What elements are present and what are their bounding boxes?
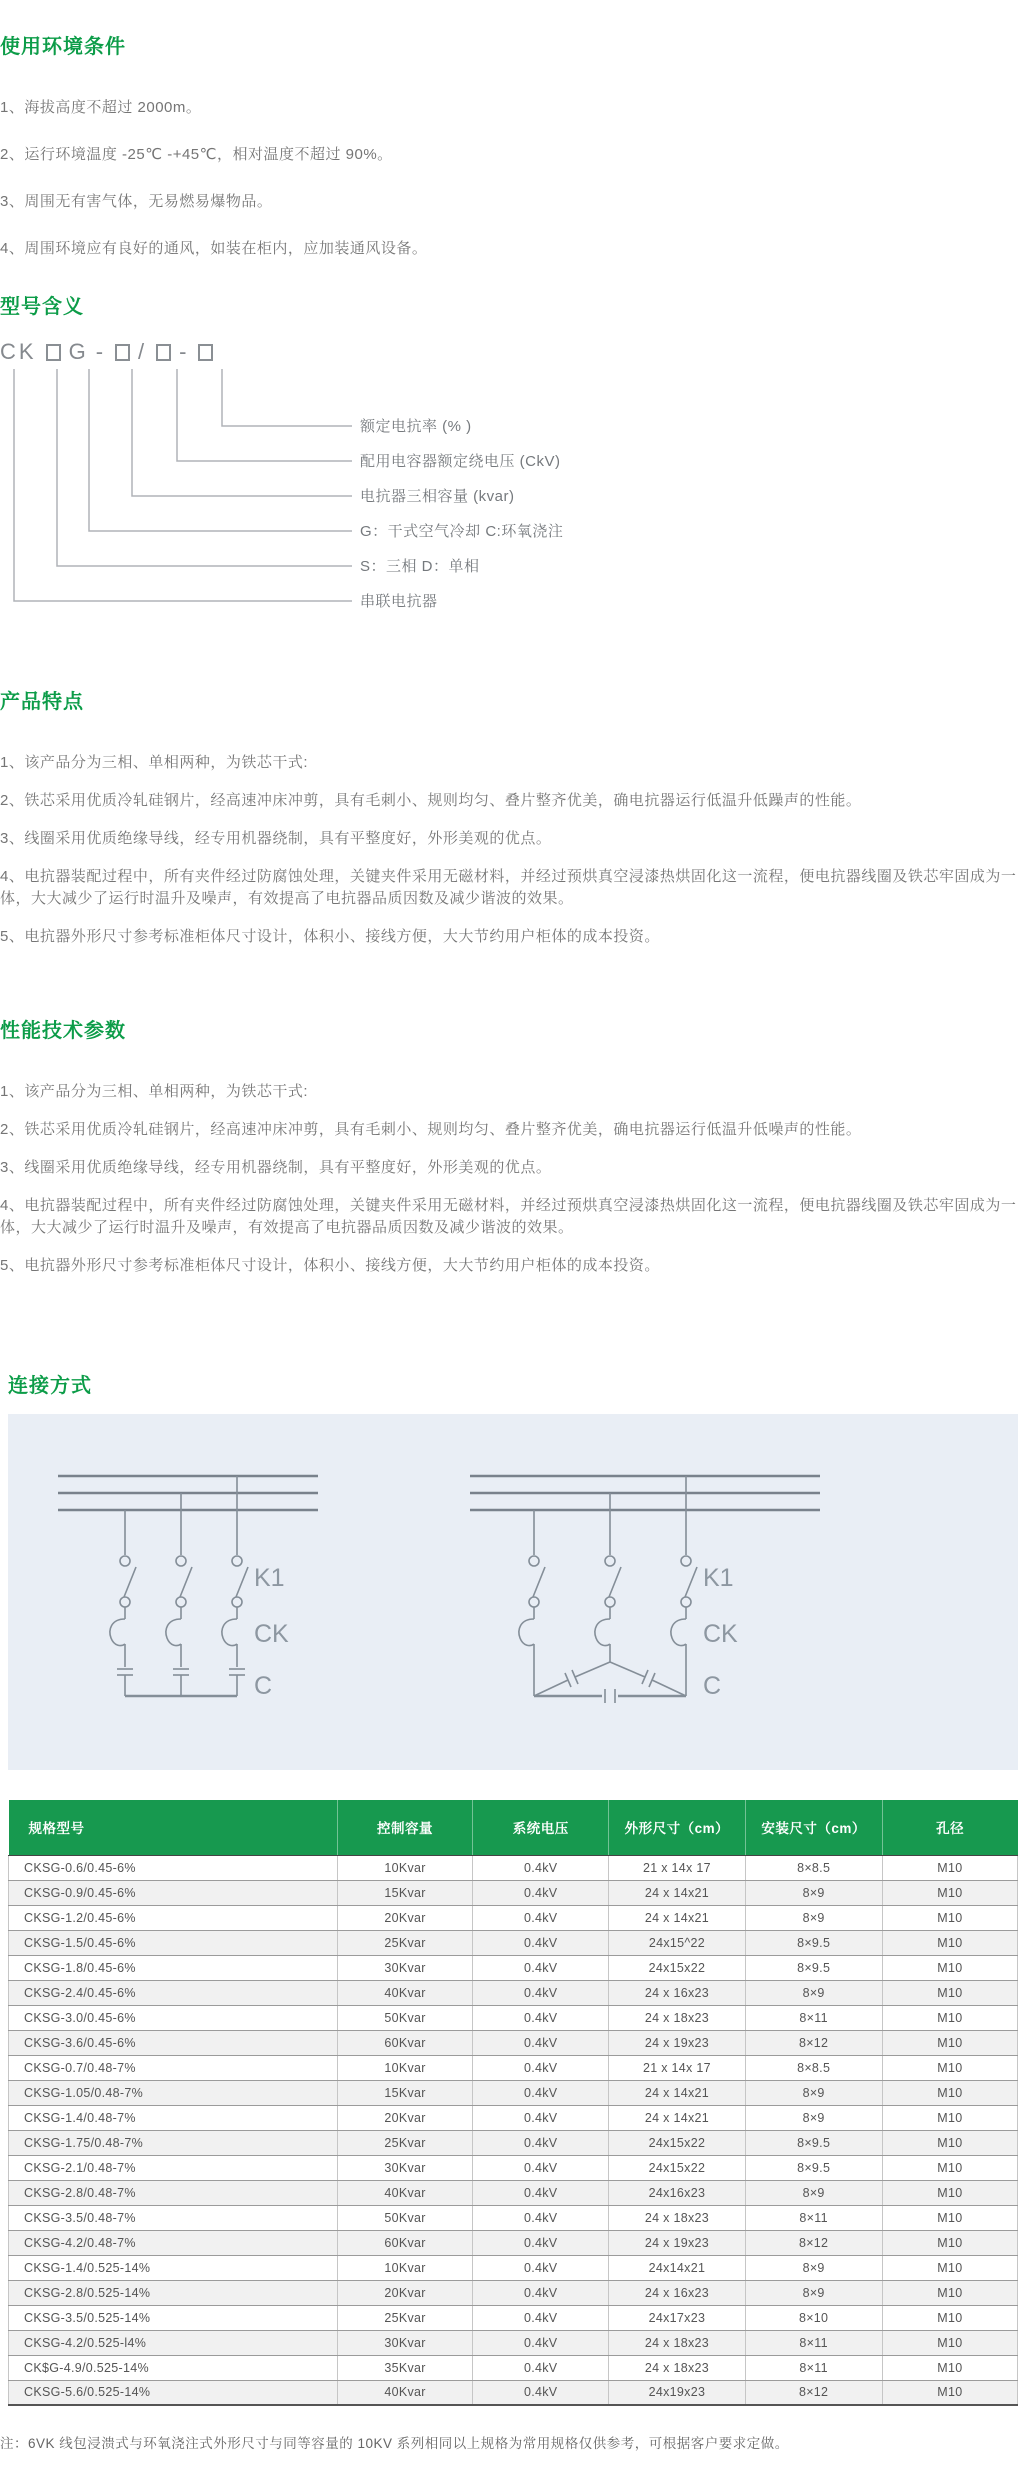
- header-cell: 系统电压: [473, 1800, 609, 1855]
- table-cell: 60Kvar: [337, 2030, 472, 2055]
- spec-table-body: [9, 1855, 1018, 2405]
- table-cell: 35Kvar: [337, 2355, 472, 2380]
- table-cell: 0.4kV: [473, 2205, 609, 2230]
- table-cell: 0.4kV: [473, 2355, 609, 2380]
- table-cell: 0.4kV: [473, 1855, 609, 1880]
- table-cell: CKSG-2.4/0.45-6%: [9, 1980, 338, 2005]
- list-item: 4、电抗器装配过程中，所有夹件经过防腐蚀处理，关键夹件采用无磁材料，并经过预烘真空浸漆热烘固化这一流程，便电抗器线圈及铁芯牢固成为一体，大大减少了运行时温升及噪声，有效提高了电抗器品质因数及减少谐波的效果。: [0, 868, 1017, 907]
- table-cell: 8×12: [745, 2030, 882, 2055]
- table-cell: CKSG-3.6/0.45-6%: [9, 2030, 338, 2055]
- model-code-char: -: [179, 339, 190, 364]
- model-code: [0, 337, 1026, 367]
- table-cell: CKSG-1.8/0.45-6%: [9, 1955, 338, 1980]
- table-cell: CK$G-4.9/0.525-14%: [9, 2355, 338, 2380]
- table-cell: 0.4kV: [473, 2255, 609, 2280]
- table-cell: 8×8.5: [745, 1855, 882, 1880]
- table-row: [9, 1855, 1018, 1880]
- page-root: [0, 30, 1026, 2488]
- table-row: [9, 1955, 1018, 1980]
- table-cell: 0.4kV: [473, 2005, 609, 2030]
- reactor-label-ck: CK: [703, 1620, 738, 1648]
- model-tree-svg: [0, 369, 360, 621]
- table-row: [9, 2255, 1018, 2280]
- delta-connection-diagram: [470, 1476, 820, 1703]
- table-cell: 24x14x21: [609, 2255, 745, 2280]
- table-cell: 0.4kV: [473, 1880, 609, 1905]
- connection-heading: 连接方式: [8, 1375, 92, 1397]
- table-cell: 24x15x22: [609, 2130, 745, 2155]
- table-cell: CKSG-1.05/0.48-7%: [9, 2080, 338, 2105]
- model-code-char: CK: [0, 339, 37, 364]
- table-cell: CKSG-4.2/0.525-l4%: [9, 2330, 338, 2355]
- list-item: 3、线圈采用优质绝缘导线，经专用机器绕制，具有平整度好，外形美观的优点。: [0, 1159, 552, 1176]
- header-cell: 控制容量: [337, 1800, 472, 1855]
- header-cell: 孔径: [882, 1800, 1017, 1855]
- table-cell: 24x15^22: [609, 1930, 745, 1955]
- table-cell: 0.4kV: [473, 1930, 609, 1955]
- header-cell: 规格型号: [9, 1800, 338, 1855]
- table-row: [9, 1905, 1018, 1930]
- table-cell: M10: [882, 2380, 1017, 2405]
- table-cell: 50Kvar: [337, 2205, 472, 2230]
- table-cell: M10: [882, 2155, 1017, 2180]
- table-cell: CKSG-3.0/0.45-6%: [9, 2005, 338, 2030]
- table-cell: 0.4kV: [473, 2280, 609, 2305]
- table-cell: M10: [882, 2080, 1017, 2105]
- header-cell: 安装尺寸（cm）: [745, 1800, 882, 1855]
- table-cell: 8×9: [745, 1980, 882, 2005]
- model-code-box: [198, 344, 213, 361]
- env-heading: 使用环境条件: [0, 36, 126, 58]
- table-row: [9, 2030, 1018, 2055]
- table-cell: 50Kvar: [337, 2005, 472, 2030]
- capacitor-label-c: C: [703, 1672, 722, 1700]
- model-meaning-label: 电抗器三相容量 (kvar): [360, 488, 515, 505]
- table-cell: 0.4kV: [473, 1955, 609, 1980]
- table-cell: 24 x 18x23: [609, 2005, 745, 2030]
- table-cell: 8×9: [745, 1880, 882, 1905]
- table-cell: M10: [882, 2105, 1017, 2130]
- table-cell: M10: [882, 1855, 1017, 1880]
- model-meaning-label: 串联电抗器: [360, 593, 438, 610]
- table-cell: CKSG-0.7/0.48-7%: [9, 2055, 338, 2080]
- table-cell: 8×9: [745, 1905, 882, 1930]
- table-cell: M10: [882, 2005, 1017, 2030]
- switch-label-k1: K1: [703, 1564, 734, 1592]
- table-cell: 8×8.5: [745, 2055, 882, 2080]
- table-cell: 15Kvar: [337, 2080, 472, 2105]
- table-cell: 24 x 18x23: [609, 2205, 745, 2230]
- table-cell: 0.4kV: [473, 2230, 609, 2255]
- table-cell: 0.4kV: [473, 2380, 609, 2405]
- table-row: [9, 1930, 1018, 1955]
- performance-list: [0, 1081, 1026, 1277]
- list-item: 2、铁芯采用优质冷轧硅钢片，经高速冲床冲剪，具有毛刺小、规则均匀、叠片整齐优美，确电抗器运行低温升低噪声的性能。: [0, 1121, 862, 1138]
- table-cell: 24x15x22: [609, 2155, 745, 2180]
- table-row: [9, 2205, 1018, 2230]
- table-cell: M10: [882, 1930, 1017, 1955]
- table-cell: 8×10: [745, 2305, 882, 2330]
- table-cell: 0.4kV: [473, 2030, 609, 2055]
- table-cell: M10: [882, 1955, 1017, 1980]
- table-cell: 0.4kV: [473, 2130, 609, 2155]
- table-cell: M10: [882, 2030, 1017, 2055]
- capacitor-label-c: C: [254, 1672, 273, 1700]
- table-cell: 15Kvar: [337, 1880, 472, 1905]
- list-item: 3、周围无有害气体，无易燃易爆物品。: [0, 193, 273, 210]
- table-cell: M10: [882, 2280, 1017, 2305]
- list-item: 5、电抗器外形尺寸参考标准柜体尺寸设计，体积小、接线方便，大大节约用户柜体的成本投资。: [0, 1257, 660, 1274]
- spec-table-header: [9, 1800, 1018, 1855]
- header-cell: 外形尺寸（cm）: [609, 1800, 745, 1855]
- table-cell: 30Kvar: [337, 2155, 472, 2180]
- table-cell: 24 x 16x23: [609, 2280, 745, 2305]
- table-row: [9, 2280, 1018, 2305]
- table-row: [9, 1880, 1018, 1905]
- table-cell: 0.4kV: [473, 1905, 609, 1930]
- switch-label-k1: K1: [254, 1564, 285, 1592]
- table-cell: 30Kvar: [337, 2330, 472, 2355]
- table-cell: 10Kvar: [337, 2255, 472, 2280]
- table-cell: M10: [882, 2130, 1017, 2155]
- table-cell: 0.4kV: [473, 2080, 609, 2105]
- list-item: 4、电抗器装配过程中，所有夹件经过防腐蚀处理，关键夹件采用无磁材料，并经过预烘真空浸漆热烘固化这一流程，便电抗器线圈及铁芯牢固成为一体，大大减少了运行时温升及噪声，有效提高了电抗器品质因数及减少谐波的效果。: [0, 1197, 1017, 1236]
- table-cell: 8×12: [745, 2230, 882, 2255]
- table-cell: 8×9.5: [745, 1930, 882, 1955]
- model-heading: 型号含义: [0, 296, 84, 318]
- table-cell: 24 x 18x23: [609, 2355, 745, 2380]
- model-tree: [0, 369, 1026, 621]
- table-cell: M10: [882, 2205, 1017, 2230]
- env-list: [0, 97, 1026, 260]
- table-cell: 0.4kV: [473, 2180, 609, 2205]
- table-cell: CKSG-4.2/0.48-7%: [9, 2230, 338, 2255]
- list-item: 1、该产品分为三相、单相两种，为铁芯干式:: [0, 1083, 309, 1100]
- table-cell: 24 x 14x21: [609, 1880, 745, 1905]
- table-cell: 8×11: [745, 2005, 882, 2030]
- table-cell: 0.4kV: [473, 2305, 609, 2330]
- table-cell: M10: [882, 2230, 1017, 2255]
- table-cell: M10: [882, 1905, 1017, 1930]
- table-row: [9, 2305, 1018, 2330]
- table-cell: 20Kvar: [337, 2280, 472, 2305]
- table-cell: 8×9: [745, 2105, 882, 2130]
- table-cell: 20Kvar: [337, 1905, 472, 1930]
- model-code-char: -: [95, 339, 107, 364]
- table-row: [9, 2005, 1018, 2030]
- table-cell: CKSG-1.4/0.48-7%: [9, 2105, 338, 2130]
- table-cell: 8×11: [745, 2330, 882, 2355]
- table-cell: 0.4kV: [473, 2330, 609, 2355]
- list-item: 2、运行环境温度 -25℃ -+45℃，相对温度不超过 90%。: [0, 146, 393, 163]
- model-code-box: [156, 344, 171, 361]
- table-cell: CKSG-1.75/0.48-7%: [9, 2130, 338, 2155]
- table-cell: 24 x 18x23: [609, 2330, 745, 2355]
- model-meaning-label: 额定电抗率 (% ): [360, 418, 472, 435]
- connection-diagram-svg: [8, 1414, 1018, 1770]
- table-cell: M10: [882, 2355, 1017, 2380]
- table-cell: CKSG-2.8/0.48-7%: [9, 2180, 338, 2205]
- model-meaning-label: 配用电容器额定绕电压 (CkV): [360, 453, 561, 470]
- reactor-label-ck: CK: [254, 1620, 289, 1648]
- table-cell: 8×9.5: [745, 1955, 882, 1980]
- table-cell: M10: [882, 1980, 1017, 2005]
- table-cell: M10: [882, 2255, 1017, 2280]
- table-cell: 25Kvar: [337, 2305, 472, 2330]
- header-row: [9, 1800, 1018, 1855]
- table-row: [9, 2130, 1018, 2155]
- table-cell: 8×11: [745, 2355, 882, 2380]
- model-meaning-label: S：三相 D：单相: [360, 558, 480, 575]
- table-row: [9, 2155, 1018, 2180]
- table-cell: 8×9: [745, 2255, 882, 2280]
- table-cell: 24 x 14x21: [609, 1905, 745, 1930]
- table-row: [9, 1980, 1018, 2005]
- table-cell: M10: [882, 2305, 1017, 2330]
- table-cell: 24x19x23: [609, 2380, 745, 2405]
- table-cell: CKSG-3.5/0.525-14%: [9, 2305, 338, 2330]
- table-cell: CKSG-1.2/0.45-6%: [9, 1905, 338, 1930]
- list-item: 2、铁芯采用优质冷轧硅钢片，经高速冲床冲剪，具有毛刺小、规则均匀、叠片整齐优美，确电抗器运行低温升低躁声的性能。: [0, 792, 862, 809]
- connection-panel: [8, 1414, 1018, 1770]
- table-cell: 8×9: [745, 2080, 882, 2105]
- table-row: [9, 2055, 1018, 2080]
- table-cell: CKSG-0.9/0.45-6%: [9, 1880, 338, 1905]
- table-cell: 24 x 19x23: [609, 2030, 745, 2055]
- table-cell: 8×11: [745, 2205, 882, 2230]
- table-row: [9, 2080, 1018, 2105]
- table-row: [9, 2105, 1018, 2130]
- table-row: [9, 2180, 1018, 2205]
- list-item: 1、海拔高度不超过 2000m。: [0, 99, 202, 116]
- table-cell: 24 x 14x21: [609, 2080, 745, 2105]
- table-row: [9, 2330, 1018, 2355]
- table-cell: 10Kvar: [337, 1855, 472, 1880]
- table-cell: CKSG-5.6/0.525-14%: [9, 2380, 338, 2405]
- table-cell: 21 x 14x 17: [609, 2055, 745, 2080]
- table-cell: 8×9.5: [745, 2155, 882, 2180]
- table-cell: CKSG-0.6/0.45-6%: [9, 1855, 338, 1880]
- table-cell: 30Kvar: [337, 1955, 472, 1980]
- spec-table: [8, 1800, 1018, 2406]
- table-cell: 24 x 16x23: [609, 1980, 745, 2005]
- table-cell: 40Kvar: [337, 2380, 472, 2405]
- table-cell: 8×9.5: [745, 2130, 882, 2155]
- table-row: [9, 2230, 1018, 2255]
- table-cell: 24 x 14x21: [609, 2105, 745, 2130]
- table-cell: M10: [882, 1880, 1017, 1905]
- table-cell: 25Kvar: [337, 1930, 472, 1955]
- table-cell: 8×9: [745, 2180, 882, 2205]
- table-cell: 24x16x23: [609, 2180, 745, 2205]
- table-cell: 40Kvar: [337, 2180, 472, 2205]
- model-meaning-label: G：干式空气冷却 C:环氧浇注: [360, 523, 564, 540]
- table-cell: CKSG-2.1/0.48-7%: [9, 2155, 338, 2180]
- table-cell: 0.4kV: [473, 2105, 609, 2130]
- list-item: 1、该产品分为三相、单相两种，为铁芯干式:: [0, 754, 309, 771]
- table-cell: 40Kvar: [337, 1980, 472, 2005]
- table-cell: M10: [882, 2180, 1017, 2205]
- table-cell: 24x15x22: [609, 1955, 745, 1980]
- performance-heading: 性能技术参数: [0, 1020, 126, 1042]
- model-code-box: [115, 344, 130, 361]
- table-row: [9, 2380, 1018, 2405]
- table-cell: CKSG-1.5/0.45-6%: [9, 1930, 338, 1955]
- table-cell: 24x17x23: [609, 2305, 745, 2330]
- table-cell: 24 x 19x23: [609, 2230, 745, 2255]
- table-cell: M10: [882, 2055, 1017, 2080]
- table-cell: 10Kvar: [337, 2055, 472, 2080]
- table-cell: CKSG-1.4/0.525-14%: [9, 2255, 338, 2280]
- list-item: 3、线圈采用优质绝缘导线，经专用机器绕制，具有平整度好，外形美观的优点。: [0, 830, 552, 847]
- table-cell: 21 x 14x 17: [609, 1855, 745, 1880]
- model-code-char: /: [138, 339, 148, 364]
- table-cell: 8×12: [745, 2380, 882, 2405]
- footnote: 注：6VK 线包浸溃式与环氧浇注式外形尺寸与同等容量的 10KV 系列相同以上规格为常用规格仅供参考，可根据客户要求定做。: [0, 2436, 789, 2451]
- table-cell: 0.4kV: [473, 2155, 609, 2180]
- model-code-char: G: [68, 339, 89, 364]
- model-code-box: [46, 344, 61, 361]
- table-cell: CKSG-3.5/0.48-7%: [9, 2205, 338, 2230]
- table-cell: 8×9: [745, 2280, 882, 2305]
- table-cell: 0.4kV: [473, 2055, 609, 2080]
- list-item: 5、电抗器外形尺寸参考标准柜体尺寸设计，体积小、接线方便，大大节约用户柜体的成本投资。: [0, 928, 660, 945]
- table-cell: CKSG-2.8/0.525-14%: [9, 2280, 338, 2305]
- table-cell: 20Kvar: [337, 2105, 472, 2130]
- table-cell: M10: [882, 2330, 1017, 2355]
- features-list: [0, 752, 1026, 948]
- table-cell: 0.4kV: [473, 1980, 609, 2005]
- list-item: 4、周围环境应有良好的通风，如装在柜内，应加装通风设备。: [0, 240, 428, 257]
- table-cell: 60Kvar: [337, 2230, 472, 2255]
- table-row: [9, 2355, 1018, 2380]
- table-cell: 25Kvar: [337, 2130, 472, 2155]
- features-heading: 产品特点: [0, 691, 84, 713]
